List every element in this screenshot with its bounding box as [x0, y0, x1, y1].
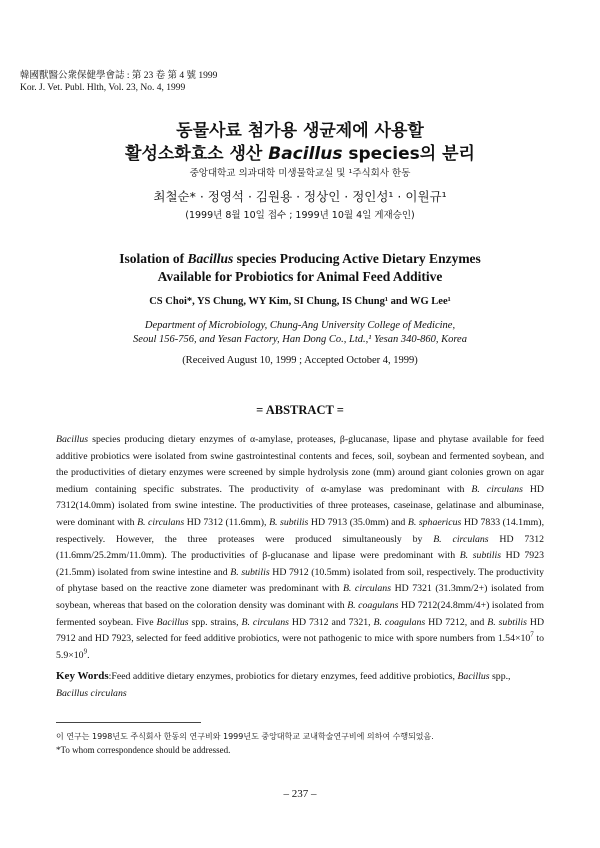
english-authors: CS Choi*, YS Chung, WY Kim, SI Chung, IS Chung¹ and WG Lee¹ — [149, 296, 451, 307]
abstract-seg: B. circulans — [471, 483, 523, 495]
korean-received-dates: (1999년 8월 10일 접수 ; 1999년 10월 4일 게재승인) — [185, 210, 415, 221]
footnote-divider — [56, 722, 201, 723]
english-title-text: Isolation of — [119, 251, 188, 266]
abstract-seg: HD 7913 (35.0mm) and — [308, 516, 408, 528]
english-title — [0, 250, 600, 286]
abstract-seg: HD 7312 (11.6mm/25.2mm/11.0mm). The productivities of β-glucanase and lipase were predominant with — [56, 533, 544, 562]
abstract-seg: B. circulans — [342, 583, 392, 595]
abstract-seg: Bacillus — [56, 434, 89, 445]
korean-authors: 최철순* · 정영석 · 김원용 · 정상인 · 정인성¹ · 이원규¹ — [153, 189, 447, 204]
english-affiliation — [0, 319, 600, 347]
keywords-species: Bacillus circulans — [56, 687, 127, 699]
abstract-seg: B. circulans — [241, 616, 289, 628]
keywords — [56, 668, 544, 702]
english-affiliation-line2: Seoul 156-756, and Yesan Factory, Han Dong Co., Ltd.,¹ Yesan 340-860, Korea — [133, 334, 467, 345]
footnote-correspondence: *To whom correspondence should be addressed. — [56, 745, 231, 755]
korean-title-text-end: species의 분리 — [342, 144, 475, 164]
abstract-seg: B. circulans — [433, 533, 489, 545]
abstract-seg: HD 7321 (31.3mm/2+) isolated from soybean, whereas that based on the coloration density was dominant with — [56, 583, 545, 611]
abstract-seg: HD 7312 (11.6mm), — [184, 516, 270, 528]
english-title-line1 — [0, 250, 600, 268]
footnote-funding: 이 연구는 1998년도 주식회사 한동의 연구비와 1999년도 중앙대학교 교내학술연구비에 의하여 수행되었음. — [56, 732, 434, 741]
korean-title-line2 — [0, 143, 600, 166]
abstract-seg: HD 7212(24.8mm/4+) isolated from fermented soybean. Five — [56, 599, 544, 628]
keywords-label: Key Words — [56, 670, 109, 682]
abstract-seg: B. sphaericus — [407, 516, 462, 528]
abstract-seg: B. subtilis — [230, 566, 270, 578]
abstract-exponent: 9 — [83, 647, 88, 656]
abstract-exponent: 7 — [530, 630, 534, 639]
abstract-body — [56, 432, 544, 664]
abstract-seg: HD 7923 (21.5mm) isolated from swine intestine and — [56, 550, 544, 578]
abstract-seg: B. coagulans — [347, 599, 399, 611]
abstract-seg: HD 7212, and — [425, 616, 488, 628]
abstract-seg: HD 7912 and HD 7923, selected for feed additive probiotics, were not pathogenic to mice with spore numbers from 1.54×10 — [56, 616, 545, 645]
keywords-text: :Feed additive dietary enzymes, probiotics for dietary enzymes, feed additive probiotics, — [108, 671, 458, 682]
abstract-seg: B. subtilis — [459, 550, 502, 562]
korean-title-genus: Bacillus — [268, 144, 343, 164]
abstract-seg: HD 7833 (14.1mm), respectively. However, the three proteases were produced simultaneously by — [56, 516, 545, 545]
abstract-seg: B. subtilis — [487, 616, 527, 628]
abstract-seg: to 5.9×10 — [56, 633, 544, 661]
abstract-seg: B. circulans — [137, 516, 185, 528]
keywords-text2: spp., — [489, 671, 511, 682]
korean-affiliation: 중앙대학교 의과대학 미생물학교실 및 ¹주식회사 한동 — [189, 168, 411, 179]
journal-line-english: Kor. J. Vet. Publ. Hlth, Vol. 23, No. 4, 1999 — [20, 83, 186, 93]
abstract-seg: HD 7312(14.0mm) isolated from swine intestine. The productivities of three proteases, caseinase, gelatinase and albuminase, were dominant with — [56, 483, 545, 528]
abstract-seg: species producing dietary enzymes of α-amylase, proteases, β-glucanase, lipase and phytase available for feed additive probiotics were isolated from swine gastrointestinal contents and feces, soil, soybean and fermented soybean, and the productivities of dietary enzymes were screened by simple hydrolysis zone (mm) around giant colonies grown on agar medium containing specific substrates. The productivity of α-amylase was predominant with — [56, 434, 544, 495]
korean-title-line1: 동물사료 첨가용 생균제에 사용할 — [176, 121, 424, 141]
english-title-text-end: species Producing Active Dietary Enzymes — [233, 251, 481, 266]
journal-line-korean: 韓國獸醫公衆保健學會誌 : 第 23 卷 第 4 號 1999 — [20, 71, 218, 81]
keywords-genus: Bacillus — [457, 671, 490, 682]
abstract-seg: B. subtilis — [269, 516, 309, 528]
korean-title — [0, 120, 600, 166]
abstract-heading: = ABSTRACT = — [256, 403, 344, 417]
abstract-seg: HD 7912 (10.5mm) isolated from soil, respectively. The productivity of phytase based on the reactive zone diameter was predominant with — [56, 566, 544, 595]
english-title-line2: Available for Probiotics for Animal Feed Additive — [157, 269, 443, 284]
abstract-seg: B. coagulans — [373, 616, 426, 628]
english-received-dates: (Received August 10, 1999 ; Accepted October 4, 1999) — [182, 355, 418, 366]
korean-title-text: 활성소화효소 생산 — [125, 144, 269, 164]
english-title-genus: Bacillus — [187, 251, 234, 266]
abstract-seg: HD 7312 and 7321, — [288, 616, 374, 628]
abstract-seg: Bacillus — [156, 616, 189, 628]
journal-header — [20, 70, 217, 94]
abstract-seg: spp. strains, — [188, 616, 242, 628]
english-affiliation-line1: Department of Microbiology, Chung-Ang University College of Medicine, — [144, 320, 456, 331]
abstract-seg: . — [87, 649, 90, 661]
page-number: – 237 – — [283, 788, 317, 800]
